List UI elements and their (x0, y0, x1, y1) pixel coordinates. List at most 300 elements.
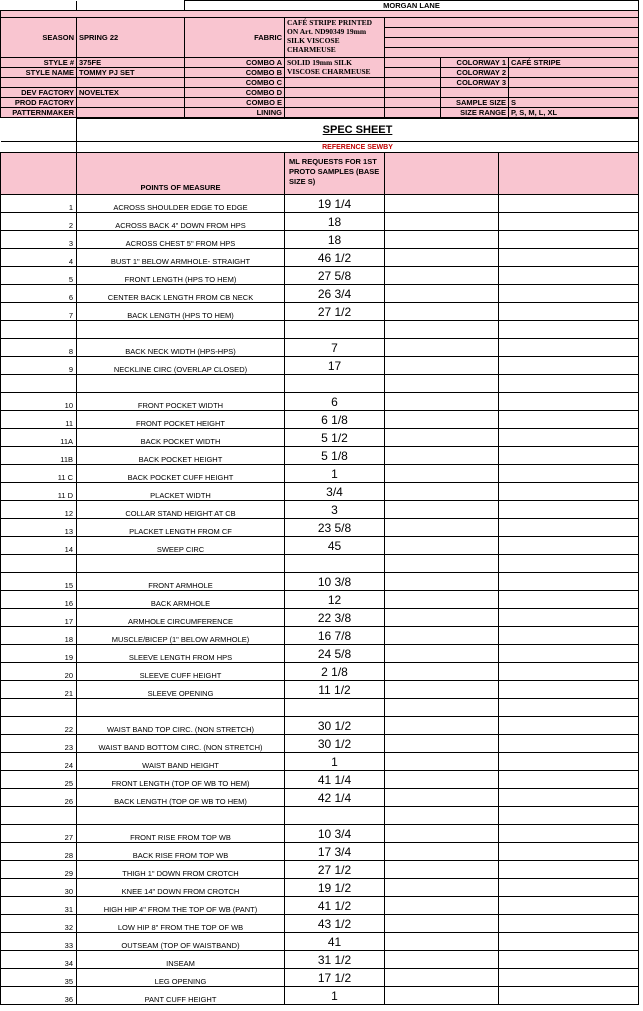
empty-cell (499, 447, 639, 465)
table-row (1, 933, 639, 951)
measurement-value: 10 3/4 (285, 825, 385, 843)
dev-factory-label: DEV FACTORY (1, 88, 77, 98)
measurement-value: 43 1/2 (285, 915, 385, 933)
row-number: 24 (1, 753, 77, 771)
table-row (1, 285, 639, 303)
measurement-value: 31 1/2 (285, 951, 385, 969)
empty-cell (499, 501, 639, 519)
measurement-value: 41 (285, 933, 385, 951)
measurement-value: 23 5/8 (285, 519, 385, 537)
spec-table (0, 118, 639, 1005)
table-row (1, 357, 639, 375)
empty-cell (385, 897, 499, 915)
point-of-measure: BACK LENGTH (TOP OF WB TO HEM) (77, 789, 285, 807)
empty-cell (499, 915, 639, 933)
empty-cell (499, 285, 639, 303)
empty-cell (385, 861, 499, 879)
row-number: 11 D (1, 483, 77, 501)
point-of-measure: FRONT LENGTH (HPS TO HEM) (77, 267, 285, 285)
row-number: 16 (1, 591, 77, 609)
table-row (1, 537, 639, 555)
measurement-value: 24 5/8 (285, 645, 385, 663)
row-number: 27 (1, 825, 77, 843)
empty-cell (385, 555, 499, 573)
season-label: SEASON (1, 18, 77, 58)
table-row (1, 951, 639, 969)
row-number: 10 (1, 393, 77, 411)
row-number: 2 (1, 213, 77, 231)
row-number: 22 (1, 717, 77, 735)
table-row (1, 339, 639, 357)
empty-cell (385, 213, 499, 231)
empty-cell (499, 429, 639, 447)
empty-cell (499, 519, 639, 537)
table-row (1, 663, 639, 681)
empty-cell (385, 465, 499, 483)
colorway1-label: COLORWAY 1 (441, 58, 509, 68)
empty-cell (499, 303, 639, 321)
table-row (1, 429, 639, 447)
table-row (1, 555, 639, 573)
colorway1-value: CAFÉ STRIPE (509, 58, 639, 68)
row-number (1, 375, 77, 393)
measurement-value: 1 (285, 753, 385, 771)
table-row (1, 321, 639, 339)
point-of-measure: SLEEVE CUFF HEIGHT (77, 663, 285, 681)
point-of-measure: KNEE 14" DOWN FROM CROTCH (77, 879, 285, 897)
measurement-value: 17 3/4 (285, 843, 385, 861)
combo-c-label: COMBO C (185, 78, 285, 88)
point-of-measure: INSEAM (77, 951, 285, 969)
empty-cell (385, 267, 499, 285)
empty-cell (385, 285, 499, 303)
point-of-measure: FRONT LENGTH (TOP OF WB TO HEM) (77, 771, 285, 789)
empty-cell (499, 357, 639, 375)
empty-cell (385, 357, 499, 375)
table-row (1, 573, 639, 591)
empty-cell (499, 537, 639, 555)
style-number-label: STYLE # (1, 58, 77, 68)
empty-cell (499, 987, 639, 1005)
colorway3-label: COLORWAY 3 (441, 78, 509, 88)
point-of-measure: PANT CUFF HEIGHT (77, 987, 285, 1005)
row-number: 33 (1, 933, 77, 951)
table-row (1, 303, 639, 321)
empty-cell (499, 627, 639, 645)
measurement-value: 3/4 (285, 483, 385, 501)
empty-cell (499, 825, 639, 843)
empty-cell (499, 699, 639, 717)
table-row (1, 465, 639, 483)
point-of-measure: SWEEP CIRC (77, 537, 285, 555)
empty-cell (385, 375, 499, 393)
colorway3-value (509, 78, 639, 88)
row-number: 12 (1, 501, 77, 519)
empty-cell (385, 393, 499, 411)
row-number: 11 (1, 411, 77, 429)
point-of-measure: ACROSS BACK 4" DOWN FROM HPS (77, 213, 285, 231)
table-row (1, 825, 639, 843)
measurement-value: 22 3/8 (285, 609, 385, 627)
combo-d-label: COMBO D (185, 88, 285, 98)
combo-b-label: COMBO B (185, 68, 285, 78)
measurement-value: 1 (285, 465, 385, 483)
empty-cell (385, 447, 499, 465)
empty-cell (499, 645, 639, 663)
row-number: 31 (1, 897, 77, 915)
row-number: 5 (1, 267, 77, 285)
empty-cell (385, 717, 499, 735)
empty-cell (385, 231, 499, 249)
table-row (1, 879, 639, 897)
row-number: 23 (1, 735, 77, 753)
row-number: 36 (1, 987, 77, 1005)
point-of-measure: FRONT RISE FROM TOP WB (77, 825, 285, 843)
row-number: 30 (1, 879, 77, 897)
prod-factory-value (77, 98, 185, 108)
empty-cell (499, 861, 639, 879)
empty-cell (385, 501, 499, 519)
ml-requests-header: ML REQUESTS FOR 1ST PROTO SAMPLES (BASE SIZE S) (285, 153, 385, 195)
table-row (1, 843, 639, 861)
empty-cell (385, 771, 499, 789)
table-row (1, 789, 639, 807)
measurement-value (285, 375, 385, 393)
row-number: 29 (1, 861, 77, 879)
measurement-value: 41 1/4 (285, 771, 385, 789)
row-number (1, 555, 77, 573)
empty-cell (499, 951, 639, 969)
sample-size-label: SAMPLE SIZE (441, 98, 509, 108)
empty-cell (385, 699, 499, 717)
row-number: 18 (1, 627, 77, 645)
empty-cell (499, 609, 639, 627)
point-of-measure: BUST 1" BELOW ARMHOLE- STRAIGHT (77, 249, 285, 267)
point-of-measure (77, 321, 285, 339)
table-row (1, 645, 639, 663)
style-number-value: 375FE (77, 58, 185, 68)
size-range-label: SIZE RANGE (441, 108, 509, 118)
table-row (1, 897, 639, 915)
row-number: 28 (1, 843, 77, 861)
header-table (0, 0, 639, 118)
empty-cell (385, 951, 499, 969)
empty-cell (499, 933, 639, 951)
measurement-value: 11 1/2 (285, 681, 385, 699)
measurement-value: 6 (285, 393, 385, 411)
table-row (1, 699, 639, 717)
empty-cell (499, 213, 639, 231)
combo-a-label: COMBO A (185, 58, 285, 68)
empty-cell (499, 969, 639, 987)
point-of-measure: MUSCLE/BICEP (1" BELOW ARMHOLE) (77, 627, 285, 645)
empty-cell (499, 465, 639, 483)
point-of-measure: PLACKET LENGTH FROM CF (77, 519, 285, 537)
measurement-value (285, 555, 385, 573)
measurement-value: 2 1/8 (285, 663, 385, 681)
point-of-measure: SLEEVE LENGTH FROM HPS (77, 645, 285, 663)
row-number (1, 321, 77, 339)
point-of-measure: FRONT POCKET WIDTH (77, 393, 285, 411)
measurement-value: 19 1/4 (285, 195, 385, 213)
measurement-value: 7 (285, 339, 385, 357)
measurement-value: 42 1/4 (285, 789, 385, 807)
empty-cell (385, 249, 499, 267)
point-of-measure: FRONT ARMHOLE (77, 573, 285, 591)
point-of-measure: WAIST BAND BOTTOM CIRC. (NON STRETCH) (77, 735, 285, 753)
measurement-value: 30 1/2 (285, 735, 385, 753)
colorway2-label: COLORWAY 2 (441, 68, 509, 78)
table-row (1, 249, 639, 267)
table-row (1, 969, 639, 987)
point-of-measure: WAIST BAND HEIGHT (77, 753, 285, 771)
point-of-measure: LEG OPENING (77, 969, 285, 987)
point-of-measure: BACK ARMHOLE (77, 591, 285, 609)
style-name-value: TOMMY PJ SET (77, 68, 185, 78)
empty-cell (385, 933, 499, 951)
point-of-measure: WAIST BAND TOP CIRC. (NON STRETCH) (77, 717, 285, 735)
empty-cell (385, 429, 499, 447)
measurement-value: 16 7/8 (285, 627, 385, 645)
empty-cell (499, 807, 639, 825)
table-row (1, 717, 639, 735)
table-row (1, 267, 639, 285)
point-of-measure (77, 555, 285, 573)
row-number: 32 (1, 915, 77, 933)
row-number: 11B (1, 447, 77, 465)
lining-label: LINING (185, 108, 285, 118)
point-of-measure: ACROSS CHEST 5" FROM HPS (77, 231, 285, 249)
table-row (1, 519, 639, 537)
fabric-label: FABRIC (185, 18, 285, 58)
row-number: 6 (1, 285, 77, 303)
empty-cell (385, 645, 499, 663)
measurement-value: 17 (285, 357, 385, 375)
point-of-measure: BACK POCKET HEIGHT (77, 447, 285, 465)
empty-cell (499, 231, 639, 249)
table-row (1, 411, 639, 429)
empty-cell (499, 663, 639, 681)
point-of-measure: OUTSEAM (TOP OF WAISTBAND) (77, 933, 285, 951)
table-row (1, 807, 639, 825)
measurement-value: 17 1/2 (285, 969, 385, 987)
empty-cell (499, 771, 639, 789)
empty-cell (385, 663, 499, 681)
empty-cell (385, 303, 499, 321)
row-number: 4 (1, 249, 77, 267)
empty-cell (385, 195, 499, 213)
table-row (1, 213, 639, 231)
row-number: 19 (1, 645, 77, 663)
measurement-value (285, 807, 385, 825)
row-number: 14 (1, 537, 77, 555)
measurement-value: 18 (285, 231, 385, 249)
point-of-measure: LOW HIP 8" FROM THE TOP OF WB (77, 915, 285, 933)
point-of-measure: PLACKET WIDTH (77, 483, 285, 501)
row-number (1, 807, 77, 825)
table-row (1, 609, 639, 627)
empty-cell (499, 735, 639, 753)
row-number: 11 C (1, 465, 77, 483)
measurement-value: 19 1/2 (285, 879, 385, 897)
measurement-value: 6 1/8 (285, 411, 385, 429)
point-of-measure: BACK POCKET CUFF HEIGHT (77, 465, 285, 483)
points-of-measure-header: POINTS OF MEASURE (77, 153, 285, 195)
empty-cell (385, 591, 499, 609)
measurement-value: 26 3/4 (285, 285, 385, 303)
table-row (1, 375, 639, 393)
empty-cell (385, 825, 499, 843)
empty-cell (499, 753, 639, 771)
prod-factory-label: PROD FACTORY (1, 98, 77, 108)
empty-cell (385, 321, 499, 339)
measurement-value: 27 1/2 (285, 861, 385, 879)
empty-cell (385, 627, 499, 645)
row-number: 26 (1, 789, 77, 807)
point-of-measure (77, 807, 285, 825)
table-row (1, 591, 639, 609)
empty-cell (385, 537, 499, 555)
sample-size-value: S (509, 98, 639, 108)
table-row (1, 447, 639, 465)
colorway2-value (509, 68, 639, 78)
empty-cell (385, 987, 499, 1005)
row-number: 17 (1, 609, 77, 627)
empty-cell (385, 915, 499, 933)
spec-rows (1, 195, 639, 1005)
table-row (1, 231, 639, 249)
empty-cell (499, 393, 639, 411)
empty-cell (385, 681, 499, 699)
table-row (1, 483, 639, 501)
empty-cell (499, 843, 639, 861)
measurement-value (285, 321, 385, 339)
point-of-measure: SLEEVE OPENING (77, 681, 285, 699)
measurement-value: 30 1/2 (285, 717, 385, 735)
point-of-measure (77, 699, 285, 717)
table-row (1, 753, 639, 771)
row-number: 25 (1, 771, 77, 789)
season-value: SPRING 22 (77, 18, 185, 58)
point-of-measure: BACK NECK WIDTH (HPS-HPS) (77, 339, 285, 357)
empty-cell (385, 807, 499, 825)
empty-cell (385, 789, 499, 807)
empty-cell (499, 717, 639, 735)
empty-cell (385, 519, 499, 537)
empty-cell (499, 789, 639, 807)
table-row (1, 987, 639, 1005)
reference-label: REFERENCE SEWBY (77, 142, 639, 153)
table-row (1, 195, 639, 213)
row-number: 13 (1, 519, 77, 537)
empty-cell (385, 573, 499, 591)
empty-cell (499, 195, 639, 213)
point-of-measure: FRONT POCKET HEIGHT (77, 411, 285, 429)
empty-cell (499, 267, 639, 285)
table-row (1, 627, 639, 645)
row-number: 21 (1, 681, 77, 699)
table-row (1, 735, 639, 753)
dev-factory-value: NOVELTEX (77, 88, 185, 98)
table-row (1, 915, 639, 933)
fabric-b: SOLID 19mm SILK VISCOSE CHARMEUSE (285, 58, 385, 78)
measurement-value: 10 3/8 (285, 573, 385, 591)
table-row (1, 771, 639, 789)
point-of-measure: ACROSS SHOULDER EDGE TO EDGE (77, 195, 285, 213)
empty-cell (499, 555, 639, 573)
empty-cell (385, 609, 499, 627)
row-number (1, 699, 77, 717)
point-of-measure: THIGH 1" DOWN FROM CROTCH (77, 861, 285, 879)
measurement-value: 45 (285, 537, 385, 555)
brand-name: MORGAN LANE (185, 1, 639, 11)
empty-cell (499, 483, 639, 501)
combo-e-label: COMBO E (185, 98, 285, 108)
measurement-value: 27 5/8 (285, 267, 385, 285)
empty-cell (385, 843, 499, 861)
empty-cell (385, 339, 499, 357)
point-of-measure: BACK RISE FROM TOP WB (77, 843, 285, 861)
empty-cell (499, 339, 639, 357)
row-number: 11A (1, 429, 77, 447)
row-number: 15 (1, 573, 77, 591)
size-range-value: P, S, M, L, XL (509, 108, 639, 118)
row-number: 3 (1, 231, 77, 249)
empty-cell (385, 411, 499, 429)
measurement-value: 12 (285, 591, 385, 609)
patternmaker-value (77, 108, 185, 118)
measurement-value: 46 1/2 (285, 249, 385, 267)
point-of-measure: BACK POCKET WIDTH (77, 429, 285, 447)
row-number: 34 (1, 951, 77, 969)
fabric-a: CAFÉ STRIPE PRINTED ON Art. ND90349 19mm SILK VISCOSE CHARMEUSE (285, 18, 385, 58)
measurement-value: 1 (285, 987, 385, 1005)
point-of-measure: CENTER BACK LENGTH FROM CB NECK (77, 285, 285, 303)
empty-cell (385, 879, 499, 897)
point-of-measure: BACK LENGTH (HPS TO HEM) (77, 303, 285, 321)
measurement-value: 41 1/2 (285, 897, 385, 915)
patternmaker-label: PATTERNMAKER (1, 108, 77, 118)
measurement-value: 3 (285, 501, 385, 519)
empty-cell (385, 483, 499, 501)
row-number: 1 (1, 195, 77, 213)
empty-cell (499, 591, 639, 609)
table-row (1, 501, 639, 519)
empty-cell (499, 879, 639, 897)
point-of-measure: COLLAR STAND HEIGHT AT CB (77, 501, 285, 519)
empty-cell (499, 375, 639, 393)
empty-cell (385, 735, 499, 753)
empty-cell (385, 969, 499, 987)
empty-cell (499, 681, 639, 699)
point-of-measure (77, 375, 285, 393)
style-name-label: STYLE NAME (1, 68, 77, 78)
row-number: 9 (1, 357, 77, 375)
measurement-value: 18 (285, 213, 385, 231)
measurement-value (285, 699, 385, 717)
row-number: 35 (1, 969, 77, 987)
empty-cell (499, 411, 639, 429)
measurement-value: 5 1/8 (285, 447, 385, 465)
measurement-value: 27 1/2 (285, 303, 385, 321)
measurement-value: 5 1/2 (285, 429, 385, 447)
empty-cell (499, 321, 639, 339)
spec-sheet-title: SPEC SHEET (77, 119, 639, 142)
point-of-measure: NECKLINE CIRC (OVERLAP CLOSED) (77, 357, 285, 375)
empty-cell (385, 753, 499, 771)
table-row (1, 681, 639, 699)
empty-cell (499, 897, 639, 915)
